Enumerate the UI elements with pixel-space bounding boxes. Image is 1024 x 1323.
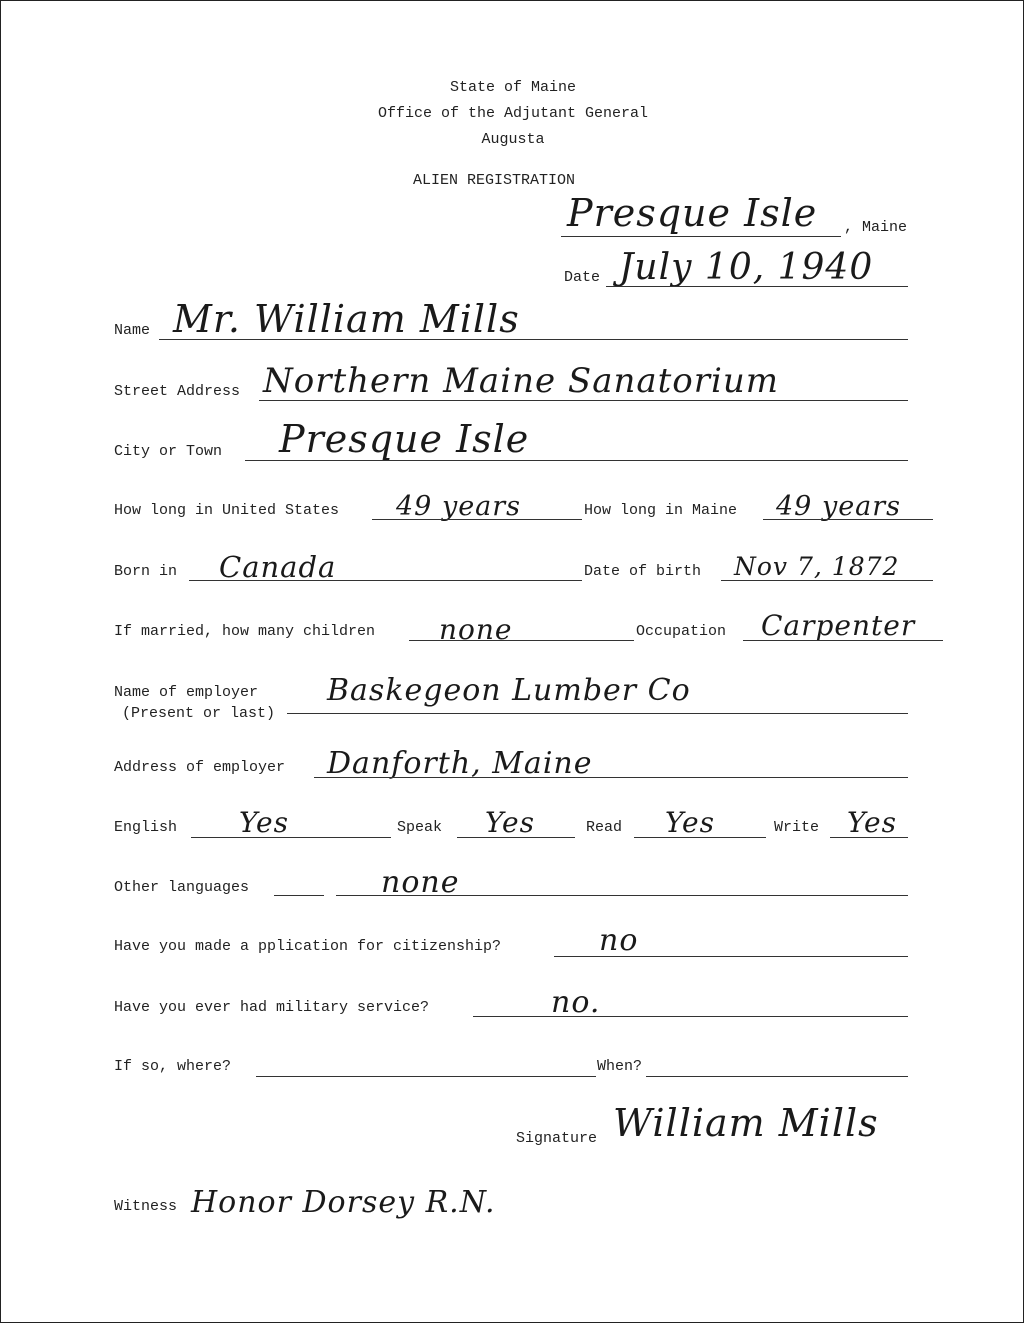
employer-addr-label: Address of employer: [114, 759, 286, 776]
employer-value: Baskegeon Lumber Co: [327, 673, 691, 708]
military-value: no.: [551, 985, 601, 1020]
citizenship-line: [554, 956, 908, 957]
where-line: [256, 1076, 596, 1077]
maine-label: , Maine: [844, 219, 908, 236]
speak-value: Yes: [485, 806, 535, 839]
header-city: Augusta: [481, 131, 545, 148]
witness-value: Honor Dorsey R.N.: [191, 1185, 496, 1220]
employer-addr-value: Danforth, Maine: [327, 746, 593, 781]
military-label: Have you ever had military service?: [114, 999, 430, 1016]
city-label: City or Town: [114, 443, 223, 460]
city-value: Presque Isle: [279, 417, 530, 461]
how-long-maine-value: 49 years: [776, 491, 902, 522]
write-label: Write: [774, 819, 820, 836]
how-long-us-label: How long in United States: [114, 502, 340, 519]
signature-value: William Mills: [613, 1101, 879, 1145]
speak-line: [457, 837, 575, 838]
place-line: [561, 236, 841, 237]
dob-line: [721, 580, 933, 581]
date-label: Date: [564, 269, 601, 286]
born-in-line: [189, 580, 582, 581]
write-value: Yes: [847, 806, 897, 839]
other-lang-line-a: [274, 895, 324, 896]
city-line: [245, 460, 908, 461]
read-line: [634, 837, 766, 838]
signature-label: Signature: [516, 1130, 598, 1147]
employer-addr-line: [314, 777, 908, 778]
english-value: Yes: [239, 806, 289, 839]
children-label: If married, how many children: [114, 623, 376, 640]
military-line: [473, 1016, 908, 1017]
place-value: Presque Isle: [567, 191, 818, 235]
english-label: English: [114, 819, 178, 836]
header-office: Office of the Adjutant General: [377, 105, 649, 122]
employer-label: Name of employer: [114, 684, 259, 701]
name-line: [159, 339, 908, 340]
dob-value: Nov 7, 1872: [734, 552, 900, 581]
children-line: [409, 640, 634, 641]
header-state: State of Maine: [449, 79, 577, 96]
other-lang-label: Other languages: [114, 879, 250, 896]
street-label: Street Address: [114, 383, 241, 400]
born-in-label: Born in: [114, 563, 178, 580]
where-label: If so, where?: [114, 1058, 232, 1075]
other-lang-value: none: [381, 865, 460, 900]
street-value: Northern Maine Sanatorium: [263, 361, 780, 401]
witness-label: Witness: [114, 1198, 178, 1215]
when-line: [646, 1076, 908, 1077]
how-long-us-line: [372, 519, 582, 520]
write-line: [830, 837, 908, 838]
street-line: [259, 400, 908, 401]
occupation-value: Carpenter: [761, 609, 916, 642]
citizenship-label: Have you made a pplication for citizenship?: [114, 938, 502, 955]
form-title: ALIEN REGISTRATION: [413, 172, 576, 189]
occupation-label: Occupation: [636, 623, 727, 640]
employer-line: [287, 713, 908, 714]
born-in-value: Canada: [219, 550, 337, 584]
name-label: Name: [114, 322, 151, 339]
employer-sub-label: (Present or last): [122, 705, 276, 722]
name-value: Mr. William Mills: [173, 297, 520, 341]
speak-label: Speak: [397, 819, 443, 836]
citizenship-value: no: [599, 923, 639, 958]
other-lang-line-b: [336, 895, 908, 896]
read-value: Yes: [665, 806, 715, 839]
read-label: Read: [586, 819, 623, 836]
how-long-us-value: 49 years: [396, 491, 522, 522]
english-line: [191, 837, 391, 838]
occupation-line: [743, 640, 943, 641]
date-value: July 10, 1940: [619, 247, 874, 288]
how-long-maine-label: How long in Maine: [584, 502, 738, 519]
how-long-maine-line: [763, 519, 933, 520]
children-value: none: [439, 613, 513, 646]
dob-label: Date of birth: [584, 563, 702, 580]
when-label: When?: [597, 1058, 643, 1075]
date-line: [606, 286, 908, 287]
